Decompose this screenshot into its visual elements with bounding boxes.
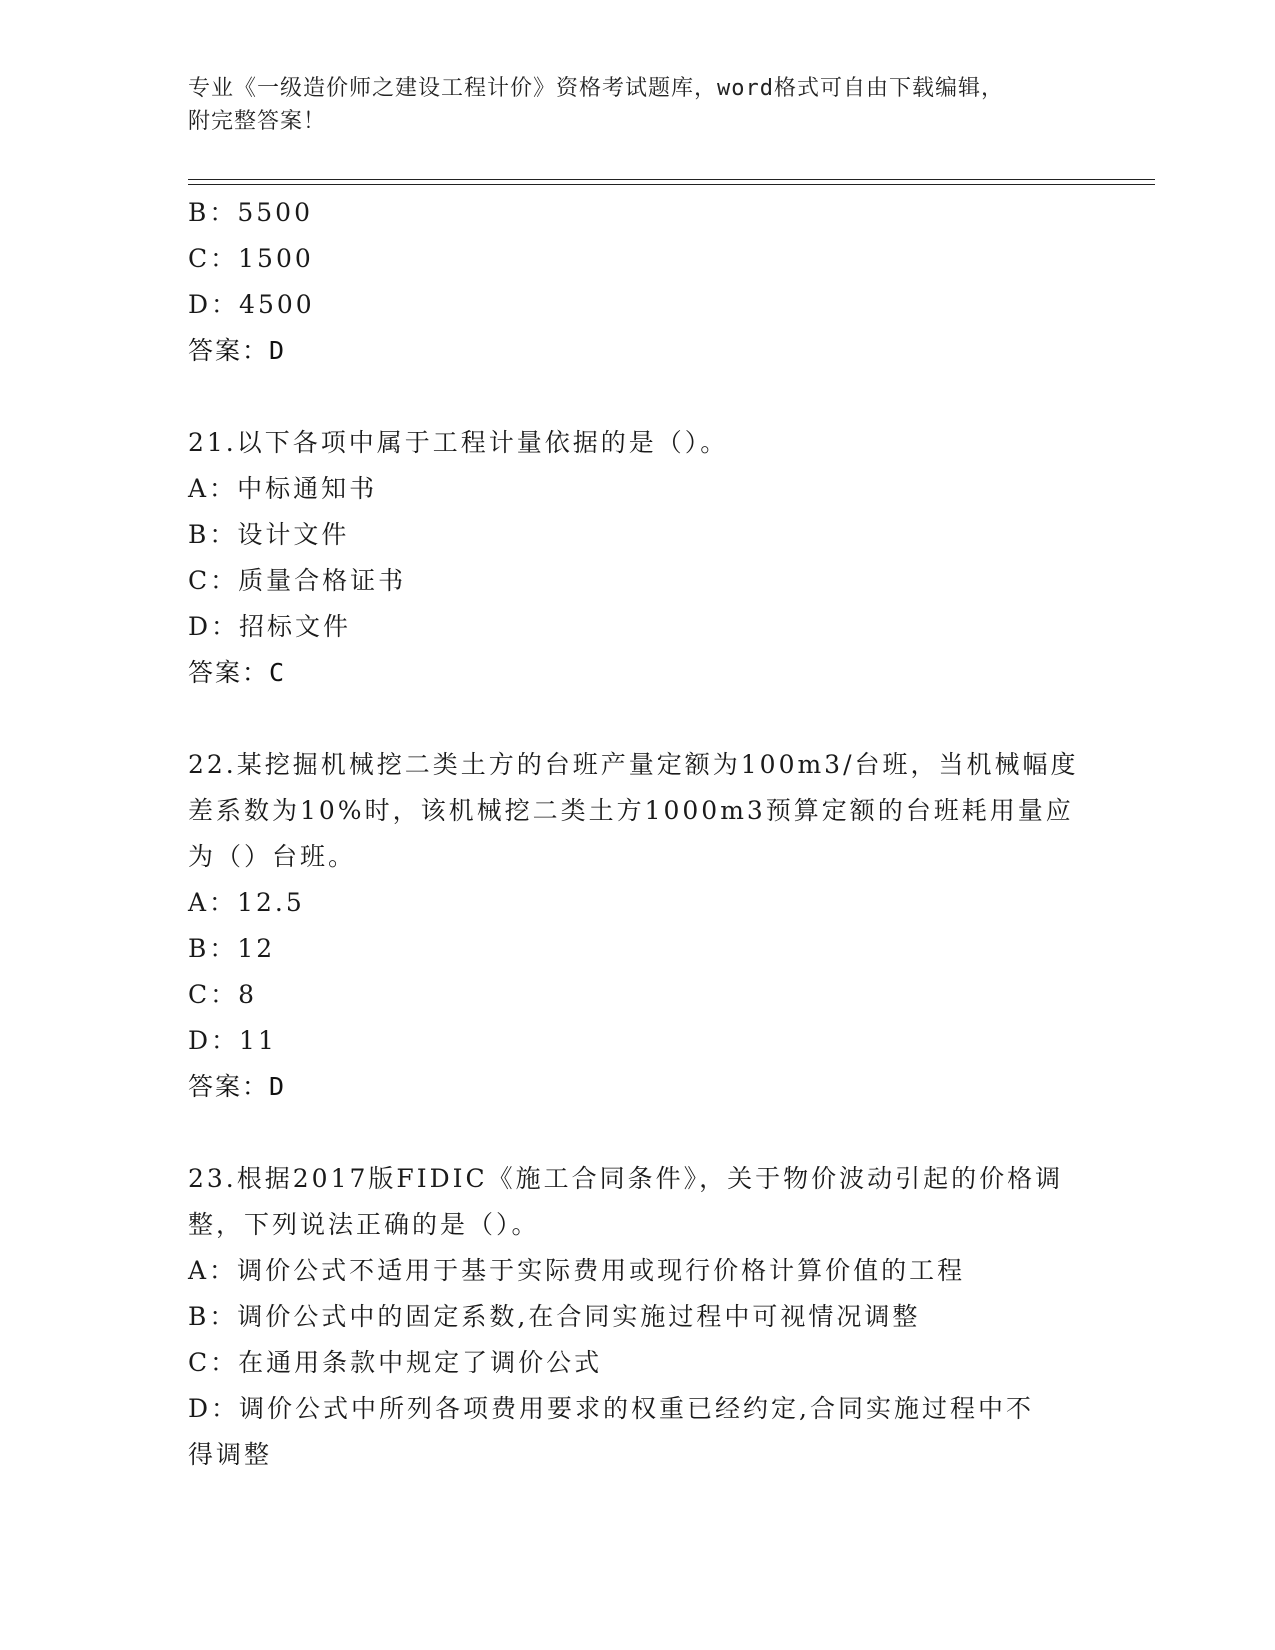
question-stem-line-3: 为（）台班。 — [188, 842, 357, 871]
option-b: B：12 — [188, 934, 276, 963]
question-stem-line-1: 23.根据2017版FIDIC《施工合同条件》，关于物价波动引起的价格调 — [188, 1164, 1064, 1193]
prev-question — [188, 190, 1088, 374]
option-b: B：5500 — [188, 198, 313, 227]
option-d-continuation: 得调整 — [188, 1440, 273, 1469]
option-a: A：中标通知书 — [188, 474, 378, 503]
document-header — [188, 72, 1068, 138]
answer: 答案：D — [188, 336, 287, 365]
option-d: D：4500 — [188, 290, 315, 319]
answer: 答案：D — [188, 1072, 287, 1101]
question-stem: 21.以下各项中属于工程计量依据的是（）。 — [188, 428, 729, 457]
option-b: B：设计文件 — [188, 520, 350, 549]
option-a: A：调价公式不适用于基于实际费用或现行价格计算价值的工程 — [188, 1256, 966, 1285]
option-b: B：调价公式中的固定系数,在合同实施过程中可视情况调整 — [188, 1302, 921, 1331]
option-c: C：1500 — [188, 244, 314, 273]
option-d: D：11 — [188, 1026, 277, 1055]
header-line-1: 专业《一级造价师之建设工程计价》资格考试题库，word格式可自由下载编辑， — [188, 76, 1004, 101]
question-stem-line-1: 22.某挖掘机械挖二类土方的台班产量定额为100m3/台班，当机械幅度 — [188, 750, 1079, 779]
answer: 答案：C — [188, 658, 287, 687]
question-22 — [188, 742, 1088, 1110]
option-d: D：调价公式中所列各项费用要求的权重已经约定,合同实施过程中不 — [188, 1394, 1034, 1423]
option-c: C：8 — [188, 980, 258, 1009]
question-23 — [188, 1156, 1088, 1478]
header-line-2: 附完整答案！ — [188, 109, 327, 134]
document-body — [188, 190, 1088, 1478]
question-21 — [188, 420, 1088, 696]
question-stem-line-2: 整，下列说法正确的是（）。 — [188, 1210, 540, 1239]
option-d: D：招标文件 — [188, 612, 352, 641]
option-c: C：在通用条款中规定了调价公式 — [188, 1348, 603, 1377]
header-rule-bottom — [188, 184, 1155, 185]
option-c: C：质量合格证书 — [188, 566, 407, 595]
option-a: A：12.5 — [188, 888, 305, 917]
header-rule-top — [188, 179, 1155, 180]
question-stem-line-2: 差系数为10%时，该机械挖二类土方1000m3预算定额的台班耗用量应 — [188, 796, 1074, 825]
